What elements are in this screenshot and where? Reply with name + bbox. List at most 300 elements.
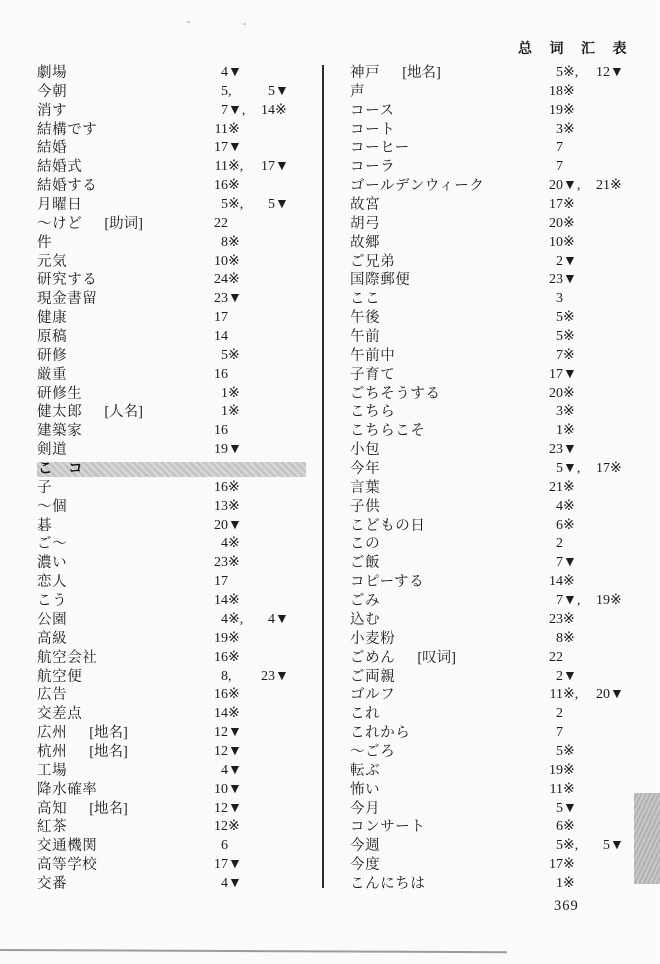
entry-word: 込む	[350, 611, 381, 628]
entry-pos-tag: [叹词]	[417, 649, 456, 666]
entry-word: 結婚する	[37, 178, 98, 195]
reference-marker-icon: ※	[563, 329, 575, 345]
entry-word: 碁	[37, 517, 53, 534]
lesson-number: 17	[549, 197, 563, 213]
entry-word: ご〜	[37, 536, 68, 553]
entry-word: 建築家	[37, 423, 83, 440]
lesson-number: 11	[549, 781, 563, 797]
entry-word: 高級	[37, 630, 68, 647]
reference-marker-icon: ※,	[563, 687, 579, 703]
entry-refs	[206, 403, 246, 422]
entry-refs	[541, 460, 628, 479]
lesson-number: 23	[261, 668, 275, 684]
entry-row	[350, 781, 650, 800]
entry-refs	[541, 856, 581, 875]
triangle-marker-icon: ▼	[610, 687, 624, 703]
lesson-number: 6	[221, 838, 228, 854]
triangle-marker-icon: ▼	[610, 65, 624, 80]
reference-marker-icon: ※	[563, 857, 575, 873]
entry-word: ここ	[350, 291, 381, 308]
entry-row	[350, 705, 650, 724]
entry-refs	[206, 743, 246, 762]
lesson-number: 11	[214, 121, 228, 137]
triangle-marker-icon: ▼,	[563, 593, 581, 609]
reference-marker-icon: ※	[228, 630, 240, 646]
entry-word: 〜けど	[37, 215, 83, 232]
entry-refs	[206, 686, 246, 705]
entry-word: ごめん	[350, 649, 396, 666]
entry-word: 怖い	[350, 781, 381, 798]
entry-row	[37, 385, 317, 404]
lesson-number: 7	[556, 159, 563, 175]
entry-refs	[206, 705, 246, 724]
entry-word: ゴールデンウィーク	[350, 178, 485, 195]
entry-word: 転ぶ	[350, 762, 381, 779]
lesson-number: 17	[261, 159, 275, 175]
lesson-number: 16	[214, 649, 228, 665]
lesson-number: 17	[214, 140, 228, 156]
entry-row	[37, 818, 317, 837]
lesson-number: 6	[556, 819, 563, 835]
entry-refs	[206, 479, 246, 498]
lesson-number: 5	[556, 838, 563, 854]
triangle-marker-icon: ▼	[228, 857, 242, 873]
lesson-number: 5	[556, 329, 563, 345]
entry-word: 交通機関	[37, 838, 98, 855]
lesson-number: 18	[549, 83, 563, 99]
entry-row	[37, 234, 317, 253]
triangle-marker-icon: ▼	[275, 83, 289, 99]
entry-refs	[206, 498, 246, 517]
lesson-number: 10	[214, 781, 228, 797]
entry-word: 午前	[350, 329, 381, 346]
entry-row	[350, 498, 650, 517]
entry-row	[350, 253, 650, 272]
lesson-number: 4	[221, 536, 228, 552]
lesson-number: 17	[549, 857, 563, 873]
lesson-number: 23	[214, 291, 228, 307]
entry-row	[37, 630, 317, 649]
reference-marker-icon: ※,	[228, 159, 244, 175]
lesson-number: 5	[268, 83, 275, 99]
entry-word: 今年	[350, 461, 381, 478]
lesson-number: 4	[221, 762, 228, 778]
entry-row	[350, 517, 650, 536]
entry-row	[350, 592, 650, 611]
reference-marker-icon: ※	[563, 574, 575, 590]
entry-refs	[541, 83, 581, 102]
triangle-marker-icon: ▼	[563, 272, 577, 288]
entry-row	[37, 328, 317, 347]
reference-marker-icon: ※	[563, 347, 575, 363]
entry-refs	[541, 630, 581, 649]
entry-row	[37, 535, 317, 554]
entry-refs	[541, 668, 581, 687]
entry-word: 言葉	[350, 479, 381, 496]
lesson-number: 20	[549, 385, 563, 401]
lesson-number: 23	[549, 611, 563, 627]
entry-refs	[541, 139, 581, 158]
entry-refs	[541, 177, 628, 196]
entry-refs	[541, 837, 628, 856]
entry-row	[37, 121, 317, 140]
lesson-number: 14	[549, 574, 563, 590]
triangle-marker-icon: ▼	[275, 668, 289, 684]
reference-marker-icon: ※	[228, 593, 240, 609]
entry-word: 子供	[350, 498, 381, 515]
entry-word: ご両親	[350, 668, 396, 685]
entry-row	[350, 743, 650, 762]
entry-pos-tag: [助词]	[104, 215, 143, 232]
lesson-number: 3	[556, 291, 563, 307]
reference-marker-icon: ※	[228, 404, 240, 420]
lesson-number: 23	[549, 442, 563, 458]
entry-word: 国際郵便	[350, 272, 411, 289]
entry-refs	[206, 158, 293, 177]
entry-word: 高等学校	[37, 857, 98, 874]
entry-word: ゴルフ	[350, 687, 396, 704]
lesson-number: 13	[214, 498, 228, 514]
entry-row	[350, 83, 650, 102]
lesson-number: 19	[596, 593, 610, 609]
lesson-number: 20	[549, 215, 563, 231]
entry-word: 今月	[350, 800, 381, 817]
entry-word: 〜個	[37, 498, 68, 515]
lesson-number: 19	[549, 762, 563, 778]
entry-word: ご飯	[350, 555, 381, 572]
entry-word: 結構です	[37, 121, 98, 138]
triangle-marker-icon: ▼	[228, 875, 242, 891]
lesson-number: 14	[261, 102, 275, 118]
entry-refs	[541, 121, 581, 140]
lesson-number: 5	[268, 197, 275, 213]
entry-row	[37, 403, 317, 422]
lesson-number: 5	[221, 83, 228, 99]
lesson-number: 1	[221, 404, 228, 420]
entry-row	[350, 328, 650, 347]
lesson-number: 19	[549, 102, 563, 118]
entry-row	[37, 875, 317, 894]
entry-row	[350, 762, 650, 781]
triangle-marker-icon: ▼	[563, 442, 577, 458]
reference-marker-icon: ※	[610, 593, 622, 609]
entry-refs	[206, 347, 246, 366]
reference-marker-icon: ※	[228, 121, 240, 137]
entry-refs	[206, 422, 246, 441]
lesson-number: 4	[268, 611, 275, 627]
entry-refs	[541, 762, 581, 781]
lesson-number: 4	[556, 498, 563, 514]
entry-refs	[206, 385, 246, 404]
entry-refs	[541, 592, 628, 611]
entry-row	[37, 743, 317, 762]
entry-word: 杭州	[37, 743, 68, 760]
lesson-number: 2	[556, 668, 563, 684]
entry-pos-tag: [地名]	[89, 800, 128, 817]
lesson-number: 12	[214, 743, 228, 759]
entry-refs	[206, 649, 246, 668]
entry-row	[37, 441, 317, 460]
entry-row	[37, 498, 317, 517]
lesson-number: 8	[221, 234, 228, 250]
lesson-number: 10	[549, 234, 563, 250]
entry-row	[350, 385, 650, 404]
lesson-number: 16	[214, 178, 228, 194]
lesson-number: 11	[214, 159, 228, 175]
reference-marker-icon: ※	[228, 479, 240, 495]
entry-row	[350, 554, 650, 573]
lesson-number: 17	[214, 857, 228, 873]
entry-row	[350, 422, 650, 441]
entry-word: コーヒー	[350, 140, 410, 157]
entry-row	[350, 856, 650, 875]
entry-refs	[541, 102, 581, 121]
entry-word: コンサート	[350, 819, 426, 836]
entry-refs	[206, 328, 246, 347]
entry-word: 声	[350, 83, 366, 100]
triangle-marker-icon: ▼	[563, 253, 577, 269]
lesson-number: 24	[214, 272, 228, 288]
entry-refs	[206, 630, 246, 649]
reference-marker-icon: ※	[610, 178, 622, 194]
entry-row	[350, 479, 650, 498]
lesson-number: 14	[214, 329, 228, 345]
entry-refs	[541, 800, 581, 819]
entry-refs	[206, 290, 246, 309]
entry-row	[350, 196, 650, 215]
reference-marker-icon: ※	[563, 611, 575, 627]
entry-word: 高知	[37, 800, 68, 817]
entry-refs	[206, 121, 246, 140]
entry-word: 降水確率	[37, 781, 98, 798]
entry-refs	[206, 856, 246, 875]
entry-refs	[541, 554, 581, 573]
lesson-number: 10	[214, 253, 228, 269]
lesson-number: 5	[556, 800, 563, 816]
entry-refs	[206, 800, 246, 819]
entry-word: 剣道	[37, 442, 68, 459]
lesson-number: 12	[214, 819, 228, 835]
lesson-number: 2	[556, 253, 563, 269]
entry-row	[37, 611, 317, 630]
lesson-number: 1	[556, 423, 563, 439]
lesson-number: 23	[549, 272, 563, 288]
entry-row	[350, 102, 650, 121]
column-right	[350, 64, 650, 894]
lesson-number: 7	[556, 725, 563, 741]
entry-word: こどもの日	[350, 517, 426, 534]
entry-word: 今度	[350, 857, 381, 874]
triangle-marker-icon: ▼	[228, 291, 242, 307]
entry-refs	[206, 554, 246, 573]
entry-row	[350, 139, 650, 158]
entry-row	[37, 215, 317, 234]
triangle-marker-icon: ▼	[275, 159, 289, 175]
entry-row	[350, 573, 650, 592]
entry-row	[37, 856, 317, 875]
entry-refs	[206, 83, 293, 102]
triangle-marker-icon: ▼	[275, 197, 289, 213]
lesson-number: 17	[596, 461, 610, 477]
entry-row	[37, 290, 317, 309]
entry-refs	[541, 347, 581, 366]
entry-row	[37, 762, 317, 781]
reference-marker-icon: ※	[228, 536, 240, 552]
entry-refs	[541, 535, 581, 554]
entry-row	[350, 460, 650, 479]
entry-refs	[541, 517, 581, 536]
entry-refs	[541, 705, 581, 724]
reference-marker-icon: ※	[563, 479, 575, 495]
reference-marker-icon: ※	[228, 347, 240, 363]
lesson-number: 4	[221, 875, 228, 891]
reference-marker-icon: ※	[563, 197, 575, 213]
entry-refs	[541, 290, 581, 309]
lesson-number: 16	[214, 366, 228, 382]
lesson-number: 12	[214, 725, 228, 741]
lesson-number: 11	[549, 687, 563, 703]
lesson-number: 21	[596, 178, 610, 194]
entry-refs	[541, 818, 581, 837]
reference-marker-icon: ※	[275, 102, 287, 118]
reference-marker-icon: ※	[228, 272, 240, 288]
entry-refs	[206, 611, 293, 630]
lesson-number: 16	[214, 687, 228, 703]
lesson-number: 22	[214, 215, 228, 231]
entry-row	[350, 668, 650, 687]
entry-word: 交番	[37, 875, 68, 892]
entry-row	[37, 554, 317, 573]
lesson-number: 8	[556, 630, 563, 646]
lesson-number: 22	[549, 649, 563, 665]
triangle-marker-icon: ▼	[228, 65, 242, 80]
lesson-number: 2	[556, 706, 563, 722]
triangle-marker-icon: ▼,	[563, 461, 581, 477]
entry-refs	[206, 253, 246, 272]
entry-row	[37, 837, 317, 856]
entry-word: 故郷	[350, 234, 381, 251]
entry-word: 午前中	[350, 347, 396, 364]
entry-word: ご兄弟	[350, 253, 396, 270]
entry-row	[350, 290, 650, 309]
entry-row	[350, 875, 650, 894]
reference-marker-icon: ※	[563, 630, 575, 646]
triangle-marker-icon: ▼	[563, 555, 577, 571]
lesson-number: 23	[214, 555, 228, 571]
entry-row	[37, 309, 317, 328]
entry-refs	[541, 403, 581, 422]
entry-word: 交差点	[37, 706, 83, 723]
lesson-number: 5	[556, 310, 563, 326]
entry-word: 小麦粉	[350, 630, 396, 647]
page-header-title: 总 词 汇 表	[518, 42, 634, 57]
entry-refs	[541, 385, 581, 404]
column-divider	[322, 65, 324, 888]
triangle-marker-icon: ▼	[228, 517, 242, 533]
entry-refs	[541, 271, 581, 290]
entry-row	[350, 535, 650, 554]
lesson-number: 7	[556, 593, 563, 609]
entry-word: 研修	[37, 347, 68, 364]
entry-word: これ	[350, 706, 381, 723]
reference-marker-icon: ※	[563, 83, 575, 99]
entry-refs	[541, 441, 581, 460]
lesson-number: 5	[221, 197, 228, 213]
entry-row	[37, 158, 317, 177]
entry-refs	[541, 366, 581, 385]
entry-row	[37, 800, 317, 819]
entry-word: 現金書留	[37, 291, 98, 308]
entry-row	[37, 422, 317, 441]
entry-refs	[206, 177, 246, 196]
entry-row	[350, 158, 650, 177]
lesson-number: 7	[556, 347, 563, 363]
lesson-number: 3	[556, 121, 563, 137]
entry-word: 健康	[37, 310, 68, 327]
entry-word: 結婚式	[37, 159, 83, 176]
entry-word: 今朝	[37, 83, 68, 100]
entry-refs	[541, 743, 581, 762]
entry-row	[37, 781, 317, 800]
entry-refs	[206, 668, 293, 687]
lesson-number: 5	[556, 65, 563, 80]
lesson-number: 6	[556, 517, 563, 533]
entry-row	[37, 177, 317, 196]
entry-word: 恋人	[37, 574, 68, 591]
lesson-number: 7	[556, 555, 563, 571]
triangle-marker-icon: ▼	[228, 800, 242, 816]
triangle-marker-icon: ▼	[563, 668, 577, 684]
page-edge-tab	[634, 793, 660, 884]
entry-word: 劇場	[37, 65, 68, 81]
lesson-number: 19	[214, 630, 228, 646]
entry-row	[37, 196, 317, 215]
triangle-marker-icon: ▼	[228, 762, 242, 778]
reference-marker-icon: ※	[563, 762, 575, 778]
entry-word: 小包	[350, 442, 381, 459]
entry-word: この	[350, 536, 381, 553]
entry-row	[350, 630, 650, 649]
entry-refs	[541, 649, 581, 668]
reference-marker-icon: ※	[563, 819, 575, 835]
entry-refs	[206, 271, 246, 290]
entry-row	[37, 517, 317, 536]
section-header-label: こ コ	[38, 461, 84, 478]
entry-row	[37, 347, 317, 366]
entry-row	[350, 347, 650, 366]
entry-refs	[541, 724, 581, 743]
reference-marker-icon: ※	[228, 498, 240, 514]
entry-row	[37, 102, 317, 121]
entry-word: 故宮	[350, 197, 381, 214]
reference-marker-icon: ※	[563, 404, 575, 420]
reference-marker-icon: ※,	[563, 838, 579, 854]
entry-row	[350, 818, 650, 837]
entry-word: 胡弓	[350, 215, 381, 232]
entry-word: 紅茶	[37, 819, 68, 836]
lesson-number: 4	[221, 65, 228, 80]
section-header-row	[37, 460, 317, 479]
lesson-number: 16	[214, 423, 228, 439]
entry-word: コーラ	[350, 159, 396, 176]
triangle-marker-icon: ▼	[563, 800, 577, 816]
reference-marker-icon: ※	[563, 875, 575, 891]
scan-speck	[187, 21, 190, 23]
entry-word: 厳重	[37, 366, 68, 383]
triangle-marker-icon: ▼,	[228, 102, 246, 118]
entry-word: 月曜日	[37, 197, 83, 214]
marker-placeholder: ,	[228, 668, 232, 684]
